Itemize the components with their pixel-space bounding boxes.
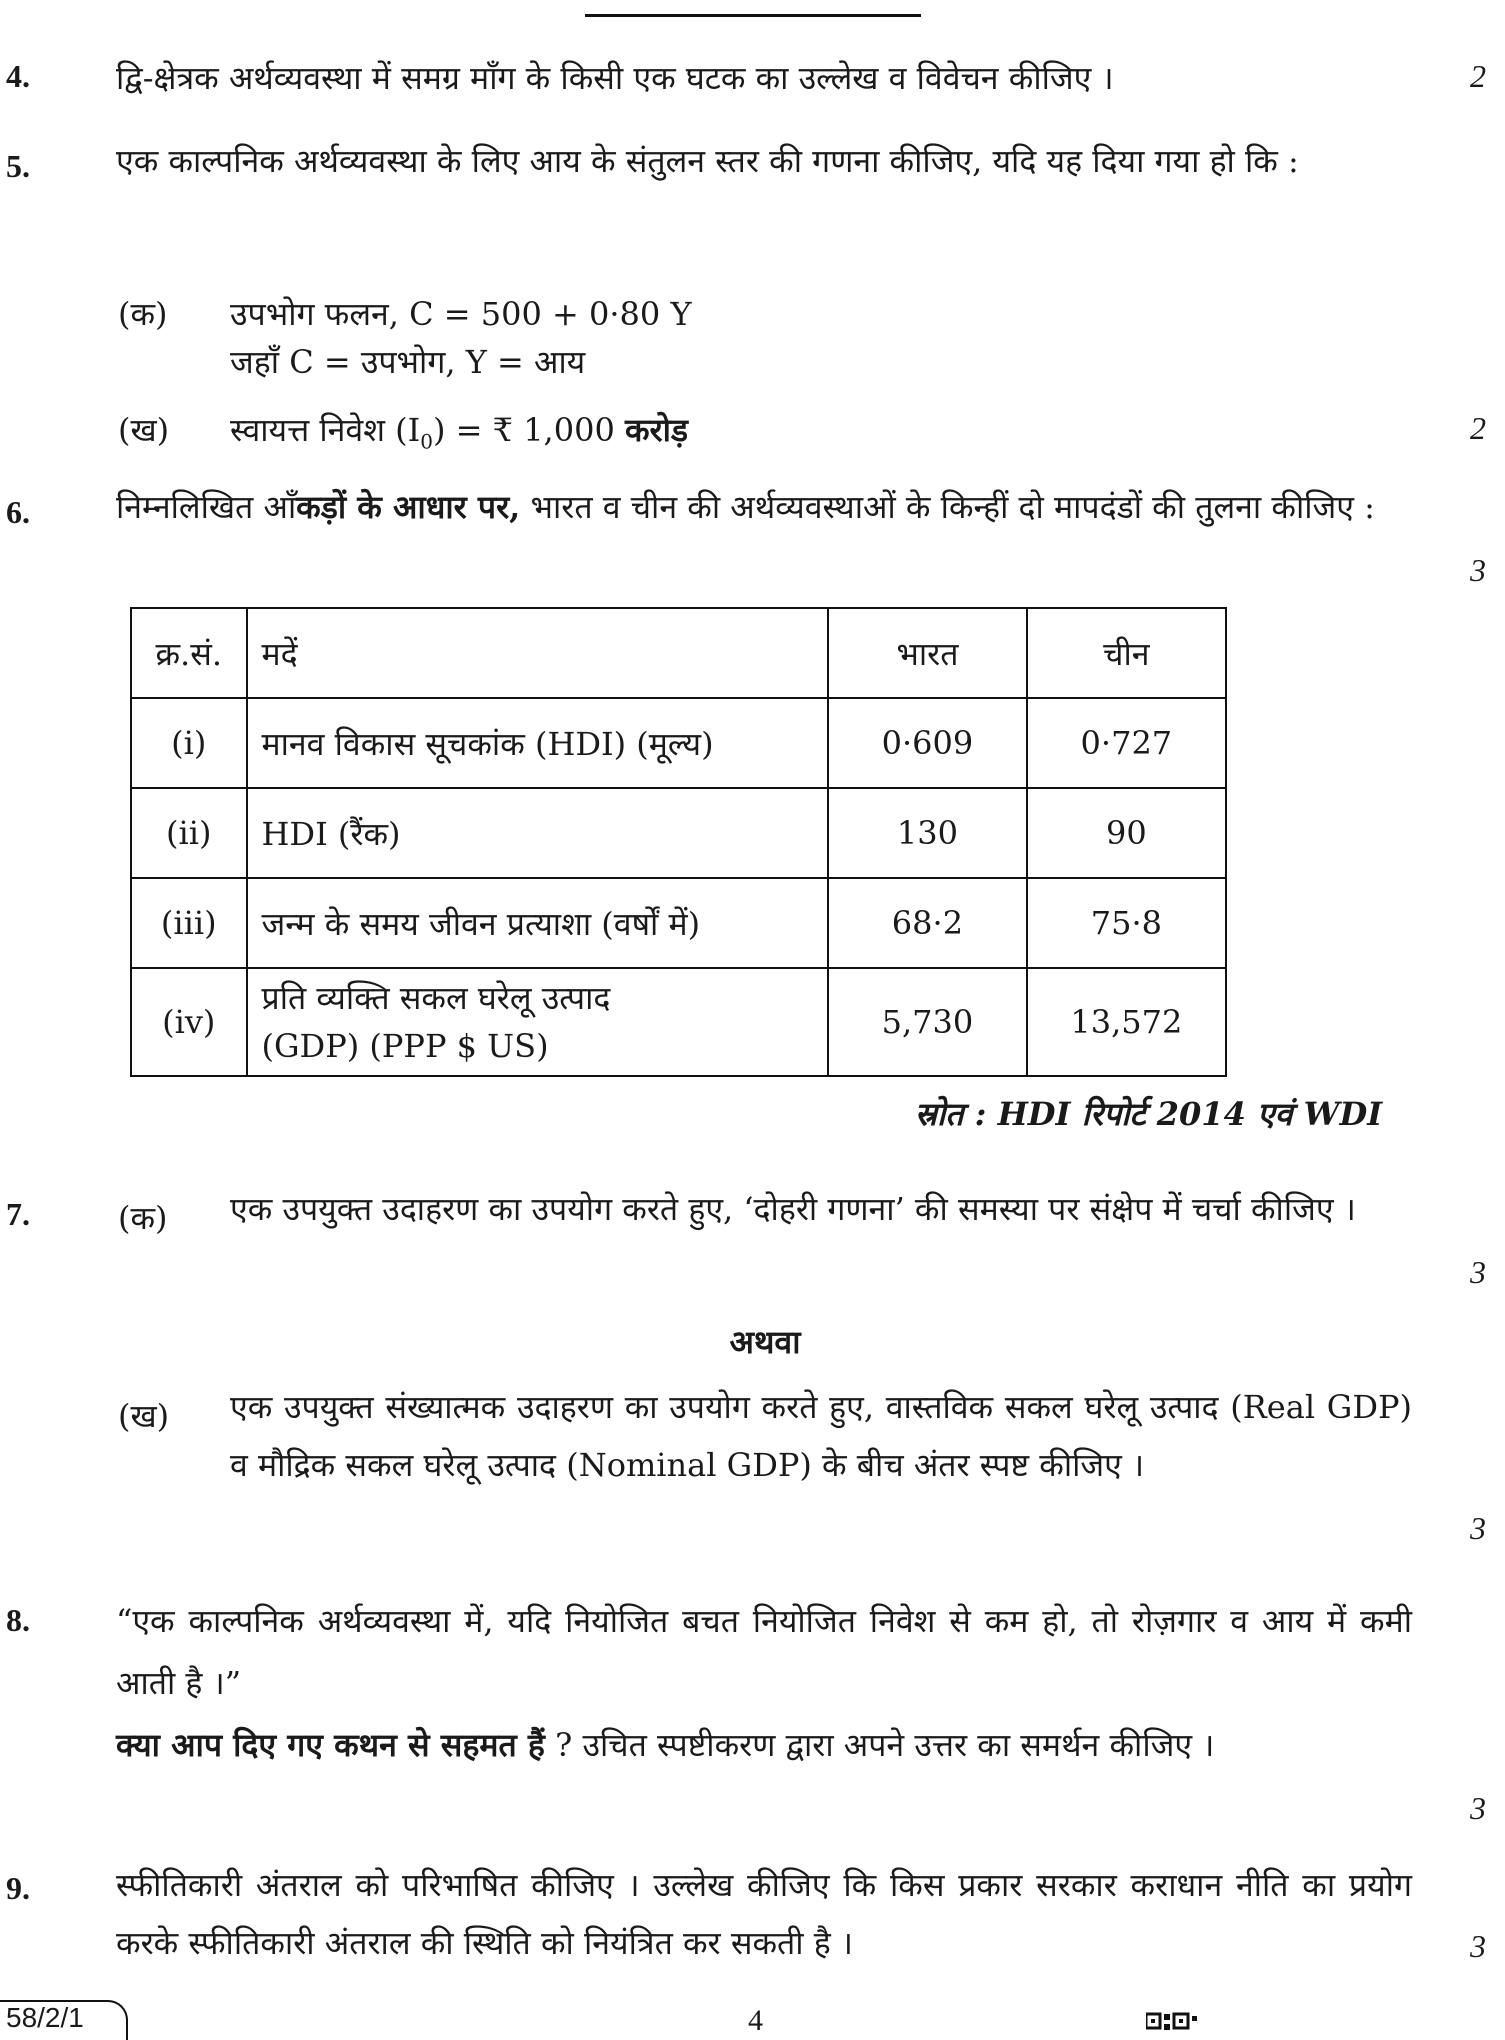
table-header-row bbox=[131, 608, 1226, 698]
question-text bbox=[116, 478, 1412, 536]
row-india: 68·2 bbox=[828, 878, 1027, 968]
question-number: 8. bbox=[6, 1602, 30, 1638]
row-item-line1: प्रति व्यक्ति सकल घरेलू उत्पाद bbox=[261, 979, 611, 1017]
investment-text-pre: स्वायत्त निवेश (I bbox=[230, 411, 421, 449]
row-china: 0·727 bbox=[1027, 698, 1226, 788]
row-india: 130 bbox=[828, 788, 1027, 878]
q6-text-bold: कड़ों के आधार पर, bbox=[296, 488, 521, 526]
paper-code: 58/2/1 bbox=[0, 2000, 128, 2040]
question-number: 9. bbox=[6, 1870, 30, 1906]
q8-bold: क्या आप दिए गए कथन से सहमत हैं bbox=[116, 1726, 545, 1764]
sub-label-a: (क) bbox=[118, 295, 168, 333]
row-china: 90 bbox=[1027, 788, 1226, 878]
marks: 3 bbox=[1470, 1790, 1486, 1826]
top-rule bbox=[585, 14, 921, 17]
sub-label-a: (क) bbox=[118, 1199, 168, 1237]
row-china: 13,572 bbox=[1027, 968, 1226, 1076]
row-item-line2: (GDP) (PPP $ US) bbox=[261, 1027, 549, 1065]
investment-subscript: 0 bbox=[420, 429, 434, 454]
marks: 3 bbox=[1470, 1510, 1486, 1546]
consumption-definition: जहाँ C = उपभोग, Y = आय bbox=[230, 343, 586, 381]
question-text: द्वि-क्षेत्रक अर्थव्यवस्था में समग्र माँग के किसी एक घटक का उल्लेख व विवेचन कीजिए । bbox=[116, 59, 1114, 97]
row-serial: (iii) bbox=[131, 878, 247, 968]
row-item bbox=[247, 968, 829, 1076]
table-row bbox=[131, 878, 1226, 968]
sub-question-b: एक उपयुक्त संख्यात्मक उदाहरण का उपयोग करते हुए, वास्तविक सकल घरेलू उत्पाद (Real GDP) व मौद्रिक सकल घरेलू उत्पाद (Nominal GDP) के बीच अंतर स्पष्ट कीजिए । bbox=[230, 1388, 1412, 1484]
qr-code-icon bbox=[1146, 2012, 1198, 2034]
question-text: एक काल्पनिक अर्थव्यवस्था के लिए आय के संतुलन स्तर की गणना कीजिए, यदि यह दिया गया हो कि : bbox=[116, 142, 1299, 180]
question-number: 7. bbox=[6, 1196, 30, 1232]
marks: 2 bbox=[1470, 58, 1486, 94]
header-items: मदें bbox=[247, 608, 829, 698]
table-source: स्रोत : HDI रिपोर्ट 2014 एवं WDI bbox=[915, 1095, 1383, 1133]
row-item: HDI (रैंक) bbox=[247, 788, 829, 878]
header-india: भारत bbox=[828, 608, 1027, 698]
investment-text-post: ) = ₹ 1,000 bbox=[433, 411, 615, 449]
consumption-function: उपभोग फलन, C = 500 + 0·80 Y bbox=[230, 295, 692, 333]
row-india: 5,730 bbox=[828, 968, 1027, 1076]
row-item: जन्म के समय जीवन प्रत्याशा (वर्षों में) bbox=[247, 878, 829, 968]
table-row bbox=[131, 968, 1226, 1076]
marks: 3 bbox=[1470, 552, 1486, 588]
question-text bbox=[116, 1716, 1412, 1774]
question-number: 4. bbox=[6, 58, 30, 94]
comparison-table bbox=[130, 607, 1227, 1077]
sub-question-a: एक उपयुक्त उदाहरण का उपयोग करते हुए, ‘दोहरी गणना’ की समस्या पर संक्षेप में चर्चा कीजिए । bbox=[230, 1190, 1356, 1228]
q6-text-post: भारत व चीन की अर्थव्यवस्थाओं के किन्हीं दो मापदंडों की तुलना कीजिए : bbox=[520, 488, 1375, 526]
autonomous-investment bbox=[230, 408, 688, 453]
row-china: 75·8 bbox=[1027, 878, 1226, 968]
row-serial: (i) bbox=[131, 698, 247, 788]
question-quote: “एक काल्पनिक अर्थव्यवस्था में, यदि नियोजित बचत नियोजित निवेश से कम हो, तो रोज़गार व आय में कमी आती है ।” bbox=[116, 1602, 1412, 1702]
sub-label-b: (ख) bbox=[118, 411, 170, 449]
marks: 3 bbox=[1470, 1254, 1486, 1290]
header-serial: क्र.सं. bbox=[131, 608, 247, 698]
or-divider: अथवा bbox=[729, 1323, 801, 1361]
question-number: 5. bbox=[6, 148, 30, 184]
row-serial: (iv) bbox=[131, 968, 247, 1076]
investment-unit: करोड़ bbox=[624, 411, 689, 449]
page-number: 4 bbox=[748, 2004, 763, 2037]
header-china: चीन bbox=[1027, 608, 1226, 698]
question-text: स्फीतिकारी अंतराल को परिभाषित कीजिए । उल्लेख कीजिए कि किस प्रकार सरकार कराधान नीति का प्रयोग करके स्फीतिकारी अंतराल की स्थिति को नियंत्रित कर सकती है । bbox=[116, 1866, 1412, 1962]
row-india: 0·609 bbox=[828, 698, 1027, 788]
sub-label-b: (ख) bbox=[118, 1397, 170, 1435]
table-row bbox=[131, 788, 1226, 878]
row-item: मानव विकास सूचकांक (HDI) (मूल्य) bbox=[247, 698, 829, 788]
q8-rest: ? उचित स्पष्टीकरण द्वारा अपने उत्तर का समर्थन कीजिए । bbox=[544, 1726, 1215, 1764]
marks: 2 bbox=[1470, 410, 1486, 446]
question-number: 6. bbox=[6, 494, 30, 530]
q6-text-pre: निम्नलिखित आँ bbox=[116, 488, 297, 526]
marks: 3 bbox=[1470, 1928, 1486, 1964]
table-row bbox=[131, 698, 1226, 788]
row-serial: (ii) bbox=[131, 788, 247, 878]
